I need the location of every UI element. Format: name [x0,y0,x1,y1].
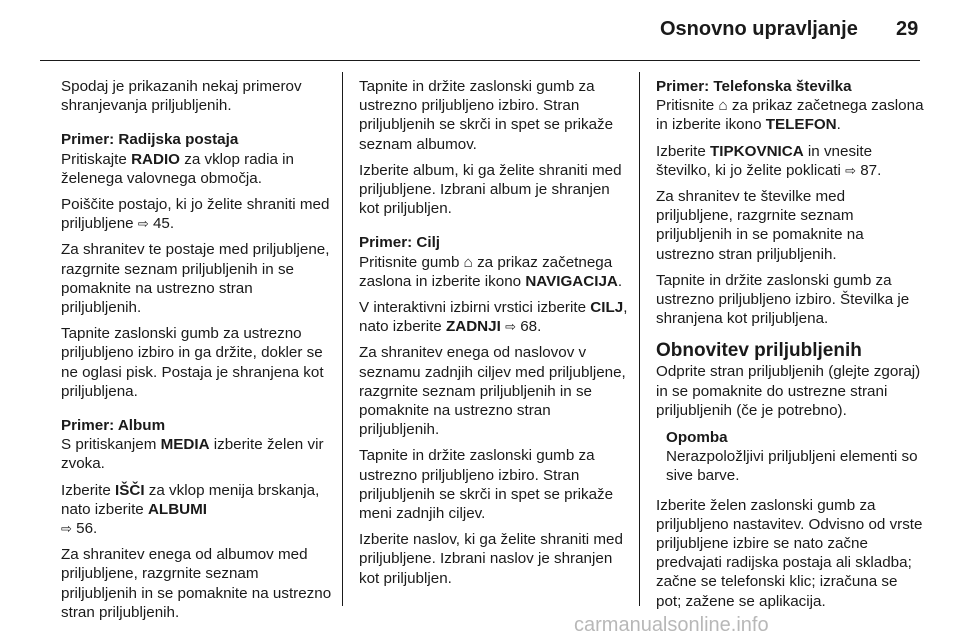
destination-paragraph-3: Za shranitev enega od naslovov v seznamu zadnjih ciljev med priljubljene, razgrnite seznam priljubljenih in se pomaknite na ustrezno stran priljubljenih. [359,344,626,439]
radio-example-title: Primer: Radijska postaja [61,131,239,149]
page-ref-number: 87 [860,161,878,179]
tipkovnica-keyword: TIPKOVNICA [710,142,804,160]
note-title: Opomba [666,429,728,447]
navigacija-keyword: NAVIGACIJA [525,272,618,290]
telefon-keyword: TELEFON [765,116,837,134]
page-ref-icon: ⇨ [505,319,516,335]
phone-paragraph-4: Tapnite in držite zaslonski gumb za ustrezno priljubljeno izbiro. Številka je shranjena kot priljubljena. [656,271,910,328]
media-keyword: MEDIA [160,436,210,454]
album-paragraph-4: Tapnite in držite zaslonski gumb za ustrezno priljubljeno izbiro. Stran priljubljenih se skrči in spet se prikaže seznam albumov. [359,78,614,153]
phone-paragraph-2: Izberite TIPKOVNICA in vnesite številko, ki jo želite poklicati ⇨ 87. [656,142,882,179]
column-2 [359,77,631,595]
isci-keyword: IŠČI [115,481,145,499]
radio-paragraph-1: Pritiskajte RADIO za vklop radia in želenega valovnega območja. [61,150,294,187]
watermark-text: carmanualsonline.info [574,614,769,636]
album-continued-section [359,77,631,218]
note-box [666,428,924,486]
column-1 [61,77,336,629]
radio-keyword: RADIO [131,150,180,168]
page-ref-number: 56 [76,520,94,538]
radio-paragraph-4: Tapnite zaslonski gumb za ustrezno priljubljeno izbiro in ga držite, dokler se ne oglasi pisk. Postaja je shranjena kot priljubljena. [61,325,324,400]
column-divider-1 [342,72,343,606]
destination-paragraph-5: Izberite naslov, ki ga želite shraniti med priljubljene. Izbrani naslov je shranjen kot priljubljen. [359,531,623,587]
cilj-keyword: CILJ [590,299,624,317]
destination-paragraph-1: Pritisnite gumb ⌂ za prikaz začetnega zaslona in izberite ikono NAVIGACIJA. [359,253,623,290]
page-ref-number: 68 [520,318,538,336]
radio-example-section [61,130,336,401]
page-ref-icon: ⇨ [137,216,149,232]
destination-paragraph-2: V interaktivni izbirni vrstici izberite CILJ, nato izberite ZADNJI ⇨ 68. [359,299,628,336]
restore-heading: Obnovitev priljubljenih [656,340,862,362]
phone-paragraph-1: Pritisnite ⌂ za prikaz začetnega zaslona in izberite ikono TELEFON. [656,97,924,134]
phone-paragraph-3: Za shranitev te številke med priljubljene, razgrnite seznam priljubljenih in se pomaknite na ustrezno stran priljubljenih. [656,188,864,263]
page-ref-icon: ⇨ [845,162,856,178]
album-paragraph-1: S pritiskanjem MEDIA izberite želen vir zvoka. [61,436,324,473]
phone-example-title: Primer: Telefonska številka [656,78,852,95]
radio-paragraph-3: Za shranitev te postaje med priljubljene, razgrnite seznam priljubljenih in se pomaknite na ustrezno stran priljubljenih. [61,241,330,317]
restore-paragraph-1: Odprite stran priljubljenih (glejte zgoraj) in se pomaknite do ustrezne strani priljubljenih (če je potrebno). [656,363,921,419]
destination-paragraph-4: Tapnite in držite zaslonski gumb za ustrezno priljubljeno izbiro. Stran priljubljenih se skrči in spet se prikaže meni zadnjih ciljev. [359,447,614,523]
column-divider-2 [639,72,640,606]
album-paragraph-5: Izberite album, ki ga želite shraniti med priljubljene. Izbrani album je shranjen kot priljubljen. [359,161,622,218]
radio-paragraph-2: Poiščite postajo, ki jo želite shraniti med priljubljene ⇨ 45. [61,196,330,233]
column-3 [656,77,924,618]
home-icon: ⌂ [463,253,473,271]
zadnji-keyword: ZADNJI [445,318,501,336]
page-number: 29 [896,18,919,40]
album-example-section [61,416,336,622]
album-example-title: Primer: Album [61,417,166,435]
destination-example-section [359,233,631,587]
album-paragraph-2: Izberite IŠČI za vklop menija brskanja, nato izberite ALBUMI ⇨ 56. [61,481,320,538]
album-paragraph-3: Za shranitev enega od albumov med priljubljene, razgrnite seznam priljubljenih in se pomaknite na ustrezno stran priljubljenih. [61,546,332,621]
header-divider [40,60,920,61]
note-text: Nerazpoložljivi priljubljeni elementi so sive barve. [666,448,918,485]
restore-paragraph-2: Izberite želen zaslonski gumb za priljubljeno nastavitev. Odvisno od vrste priljubljene izbire se nato začne predvajati radijska postaja ali skladba; začne se telefonski klic; izračuna se pot; zažene se aplikacija. [656,496,923,610]
page-ref-icon: ⇨ [61,521,72,537]
restore-section [656,340,924,610]
albumi-keyword: ALBUMI [147,500,208,518]
destination-example-title: Primer: Cilj [359,234,441,252]
intro-paragraph: Spodaj je prikazanih nekaj primerov shranjevanja priljubljenih. [61,78,302,115]
page-ref-number: 45 [152,215,170,233]
home-icon: ⌂ [718,97,728,115]
page-header-title: Osnovno upravljanje [660,18,858,40]
intro-section [61,77,336,115]
phone-example-section [656,77,924,328]
